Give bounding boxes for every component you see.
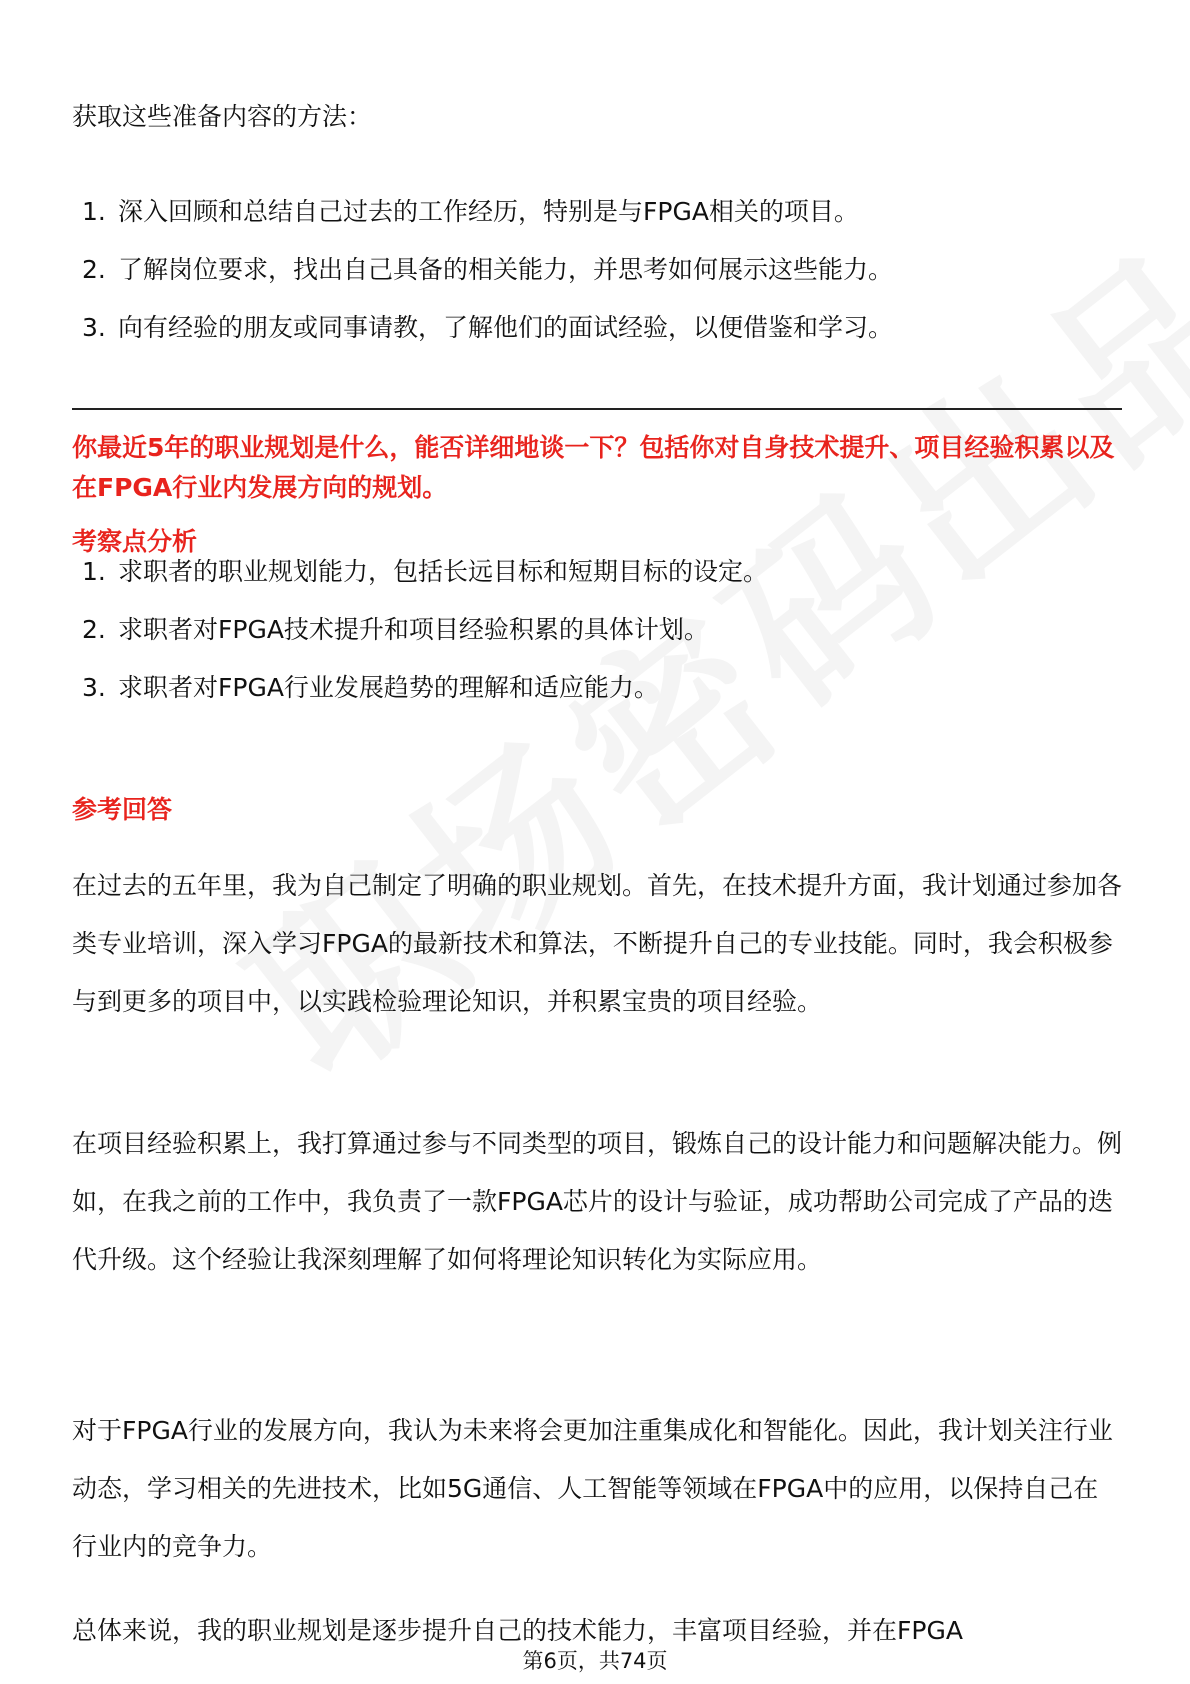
list-item — [82, 308, 1122, 366]
page-number: 第6页，共74页 — [522, 1649, 668, 1673]
list-item — [82, 668, 1122, 726]
list-text: 深入回顾和总结自己过去的工作经历，特别是与FPGA相关的项目。 — [118, 197, 859, 226]
methods-intro: 获取这些准备内容的方法： — [72, 102, 373, 131]
list-text: 求职者对FPGA技术提升和项目经验积累的具体计划。 — [118, 615, 709, 644]
section-divider — [72, 408, 1122, 410]
list-item — [82, 610, 1122, 668]
answer-paragraph: 总体来说，我的职业规划是逐步提升自己的技术能力，丰富项目经验，并在FPGA — [72, 1616, 963, 1645]
answer-paragraph: 在过去的五年里，我为自己制定了明确的职业规划。首先，在技术提升方面，我计划通过参加各类专业培训，深入学习FPGA的最新技术和算法，不断提升自己的专业技能。同时，我会积极参与到更多的项目中，以实践检验理论知识，并积累宝贵的项目经验。 — [72, 871, 1123, 1016]
list-text: 向有经验的朋友或同事请教，了解他们的面试经验，以便借鉴和学习。 — [118, 313, 894, 342]
list-number: 1. — [82, 197, 106, 226]
list-text: 了解岗位要求，找出自己具备的相关能力，并思考如何展示这些能力。 — [118, 255, 894, 284]
answer-heading: 参考回答 — [72, 795, 173, 824]
interview-question: 你最近5年的职业规划是什么，能否详细地谈一下？包括你对自身技术提升、项目经验积累以及在FPGA行业内发展方向的规划。 — [72, 433, 1115, 502]
list-item — [82, 552, 1122, 610]
list-item — [82, 250, 1122, 308]
list-text: 求职者的职业规划能力，包括长远目标和短期目标的设定。 — [118, 557, 769, 586]
analysis-heading: 考察点分析 — [72, 527, 198, 556]
list-number: 3. — [82, 673, 106, 702]
list-number: 3. — [82, 313, 106, 342]
list-number: 2. — [82, 615, 106, 644]
answer-paragraph: 对于FPGA行业的发展方向，我认为未来将会更加注重集成化和智能化。因此，我计划关注行业动态，学习相关的先进技术，比如5G通信、人工智能等领域在FPGA中的应用，以保持自己在行业内的竞争力。 — [72, 1416, 1113, 1561]
list-number: 1. — [82, 557, 106, 586]
list-text: 求职者对FPGA行业发展趋势的理解和适应能力。 — [118, 673, 659, 702]
methods-list — [82, 192, 1122, 366]
list-item — [82, 192, 1122, 250]
analysis-list — [82, 552, 1122, 726]
watermark-text — [155, 263, 1186, 1197]
list-number: 2. — [82, 255, 106, 284]
answer-paragraph: 在项目经验积累上，我打算通过参与不同类型的项目，锻炼自己的设计能力和问题解决能力。例如，在我之前的工作中，我负责了一款FPGA芯片的设计与验证，成功帮助公司完成了产品的迭代升级。这个经验让我深刻理解了如何将理论知识转化为实际应用。 — [72, 1129, 1123, 1274]
